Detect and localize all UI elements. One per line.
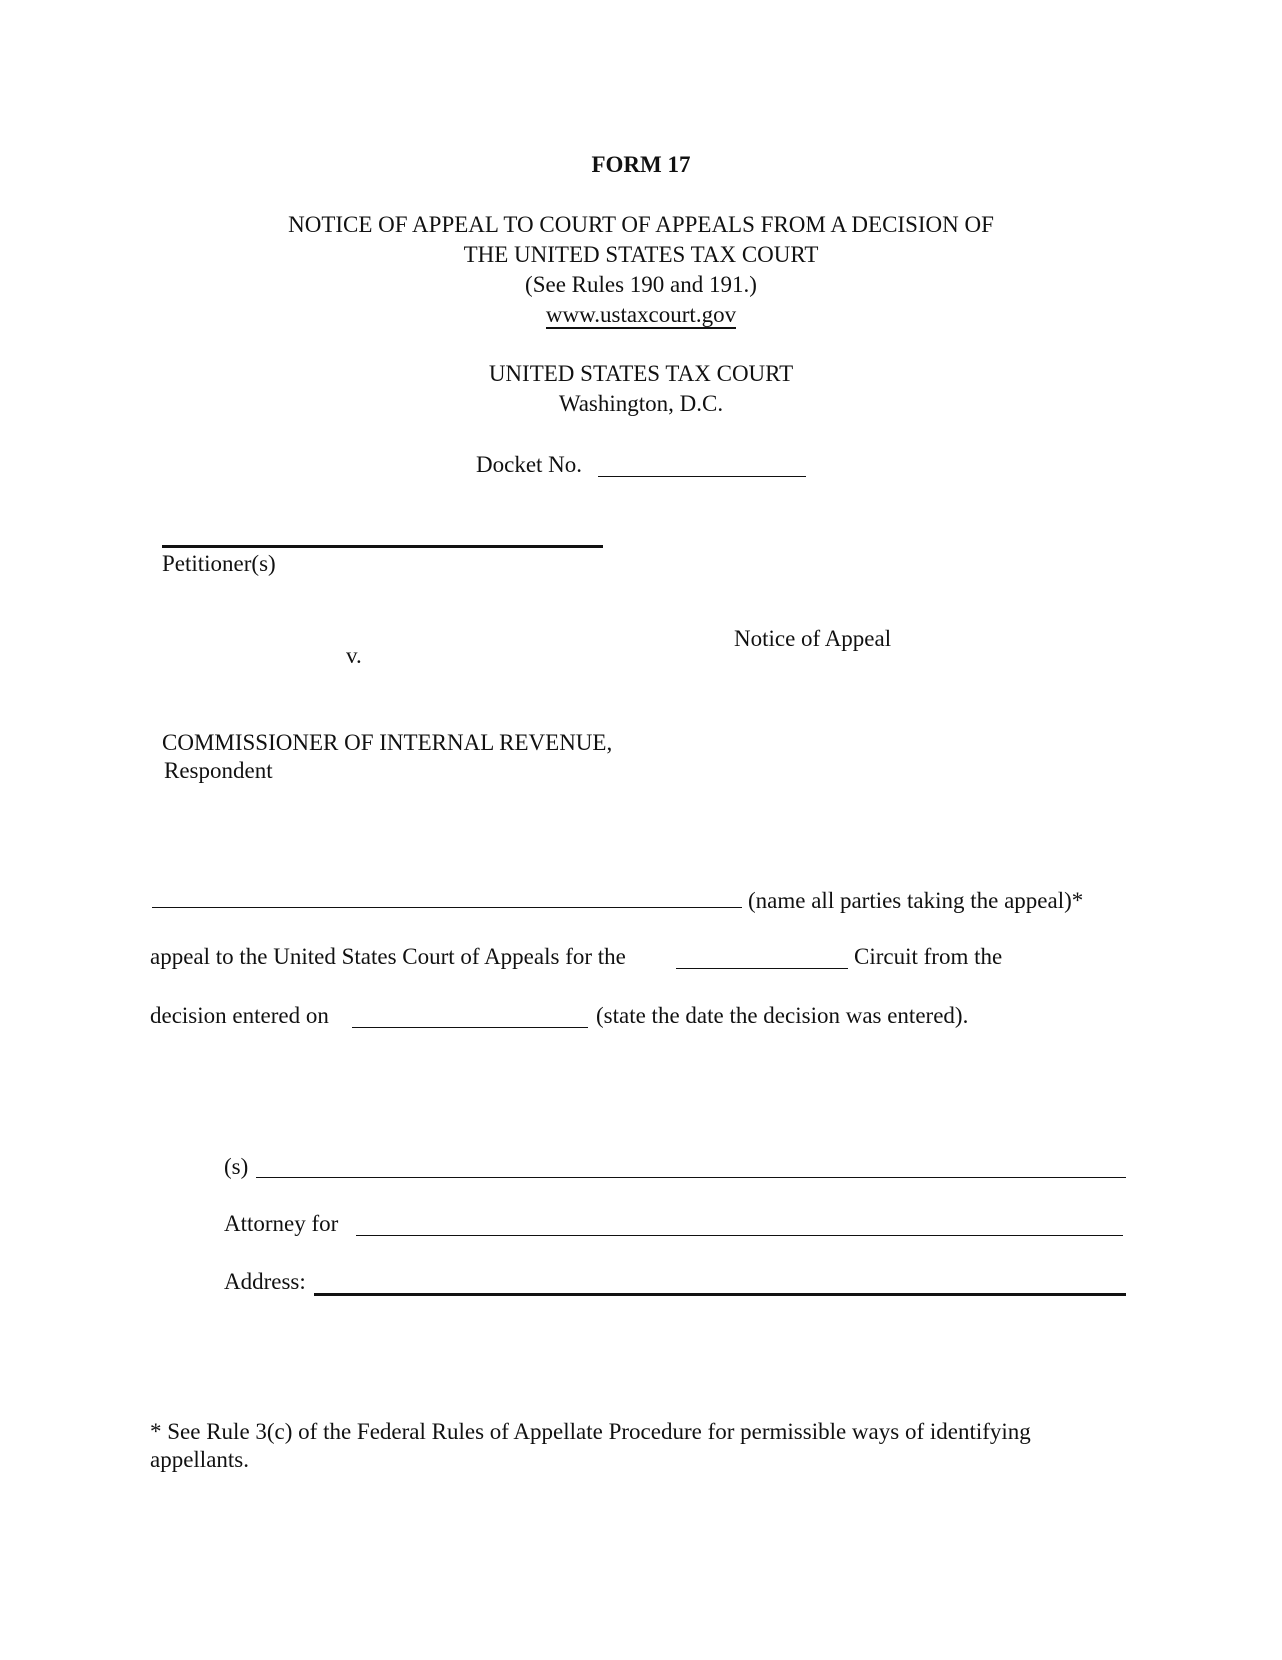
signature-field[interactable] [256,1177,1126,1178]
rules-reference: (See Rules 190 and 191.) [525,272,757,297]
document-title: Notice of Appeal [734,626,892,651]
heading-line-1: NOTICE OF APPEAL TO COURT OF APPEALS FROM A DECISION OF [288,212,994,237]
decision-text: decision entered on [150,1003,329,1028]
versus-text: v. [346,643,362,668]
address-field[interactable] [314,1293,1126,1296]
petitioner-name-field[interactable] [162,545,603,548]
website-link[interactable]: www.ustaxcourt.gov [545,302,737,327]
form-title-block [0,150,1282,180]
signature-label: (s) [224,1154,249,1179]
appeal-text: appeal to the United States Court of Appeals for the [150,944,626,969]
parties-instruction: (name all parties taking the appeal)* [748,888,1084,913]
decision-date-field[interactable] [352,1027,588,1028]
circuit-text: Circuit from the [854,944,1003,969]
appealing-parties-field[interactable] [152,907,742,908]
attorney-for-field[interactable] [356,1235,1123,1236]
footnote-line-2: appellants. [150,1447,249,1472]
petitioner-label: Petitioner(s) [162,551,276,576]
footnote-line-1: * See Rule 3(c) of the Federal Rules of Appellate Procedure for permissible ways of identifying [150,1419,1031,1444]
court-location: Washington, D.C. [558,391,724,416]
court-name: UNITED STATES TAX COURT [488,361,794,386]
form-title: FORM 17 [591,152,691,177]
respondent-label: Respondent [164,758,273,783]
date-instruction: (state the date the decision was entered). [596,1003,969,1028]
attorney-label: Attorney for [224,1211,339,1236]
docket-number-field[interactable] [598,476,806,477]
court-block [0,359,1282,419]
circuit-field[interactable] [676,968,848,969]
heading-block [0,210,1282,330]
heading-line-2: THE UNITED STATES TAX COURT [463,242,819,267]
respondent-name: COMMISSIONER OF INTERNAL REVENUE, [162,730,613,755]
docket-label: Docket No. [476,452,583,477]
address-label: Address: [224,1269,306,1294]
